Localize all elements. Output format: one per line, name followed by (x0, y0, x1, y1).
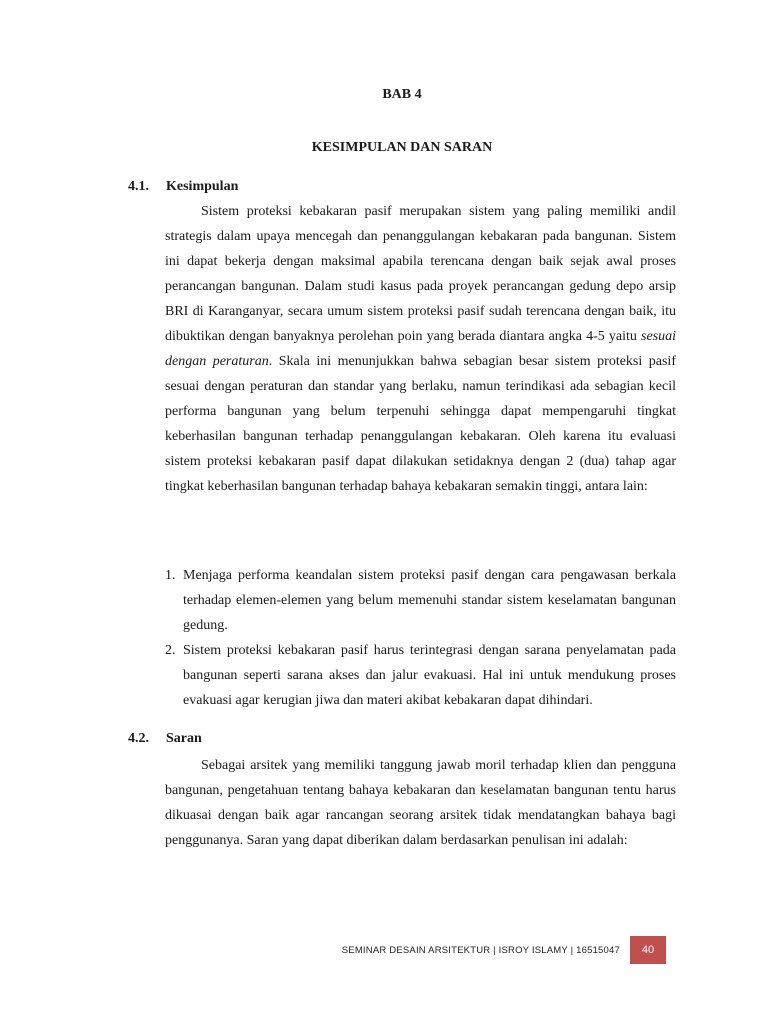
section-heading-saran (128, 731, 202, 747)
conclusion-text-start: Sistem proteksi kebakaran pasif merupakan sistem yang paling memiliki andil strategis dalam upaya mencegah dan penanggulangan kebakaran pada bangunan. Sistem ini dapat bekerja dengan maksimal apabila terencana dengan baik sejak awal proses perancangan bangunan. Dalam studi kasus pada proyek perancangan gedung depo arsip BRI di Karanganyar, secara umum sistem proteksi pasif sudah terencana dengan baik, itu dibuktikan dengan banyaknya perolehan poin yang berada diantara angka 4-5 yaitu (165, 204, 676, 344)
list-marker: 1. (165, 568, 176, 583)
conclusion-text-italic: sesuai dengan peraturan (165, 329, 676, 369)
suggestion-paragraph: Sebagai arsitek yang memiliki tanggung jawab moril terhadap klien dan pengguna bangunan, pengetahuan tentang bahaya kebakaran dan keselamatan bangunan tentu harus dikuasai dengan baik agar rancangan seorang arsitek tidak mendatangkan bahaya bagi penggunanya. Saran yang dapat diberikan dalam berdasarkan penulisan ini adalah: (165, 758, 676, 848)
section-number: 4.1. (128, 179, 149, 194)
chapter-label: BAB 4 (382, 87, 422, 102)
section-title: Saran (166, 731, 202, 746)
list-item-text: Menjaga performa keandalan sistem proteksi pasif dengan cara pengawasan berkala terhadap elemen-elemen yang belum memenuhi standar sistem keselamatan bangunan gedung. (183, 568, 676, 633)
footer-text: SEMINAR DESAIN ARSITEKTUR | ISROY ISLAMY | 16515047 (341, 944, 620, 956)
list-item (165, 638, 676, 713)
section-title: Kesimpulan (166, 179, 239, 194)
list-marker: 2. (165, 643, 176, 658)
chapter-title: KESIMPULAN DAN SARAN (311, 140, 493, 155)
conclusion-list (165, 563, 676, 713)
section-heading-kesimpulan (128, 179, 238, 195)
list-item (165, 563, 676, 638)
conclusion-text-end: . Skala ini menunjukkan bahwa sebagian besar sistem proteksi pasif sesuai dengan peraturan dan standar yang berlaku, namun terindikasi ada sebagian kecil performa bangunan yang belum terpenuhi sehingga dapat mempengaruhi tingkat keberhasilan bangunan terhadap penanggulangan kebakaran. Oleh karena itu evaluasi sistem proteksi kebakaran pasif dapat dilakukan setidaknya dengan 2 (dua) tahap agar tingkat keberhasilan bangunan terhadap bahaya kebakaran semakin tinggi, antara lain: (165, 354, 676, 494)
page-number-badge: 40 (630, 936, 666, 964)
section-number: 4.2. (128, 731, 149, 746)
page-footer (300, 936, 666, 964)
list-item-text: Sistem proteksi kebakaran pasif harus terintegrasi dengan sarana penyelamatan pada bangunan seperti sarana akses dan jalur evakuasi. Hal ini untuk mendukung proses evakuasi agar kerugian jiwa dan materi akibat kebakaran dapat dihindari. (183, 643, 676, 708)
conclusion-paragraph (165, 199, 676, 499)
